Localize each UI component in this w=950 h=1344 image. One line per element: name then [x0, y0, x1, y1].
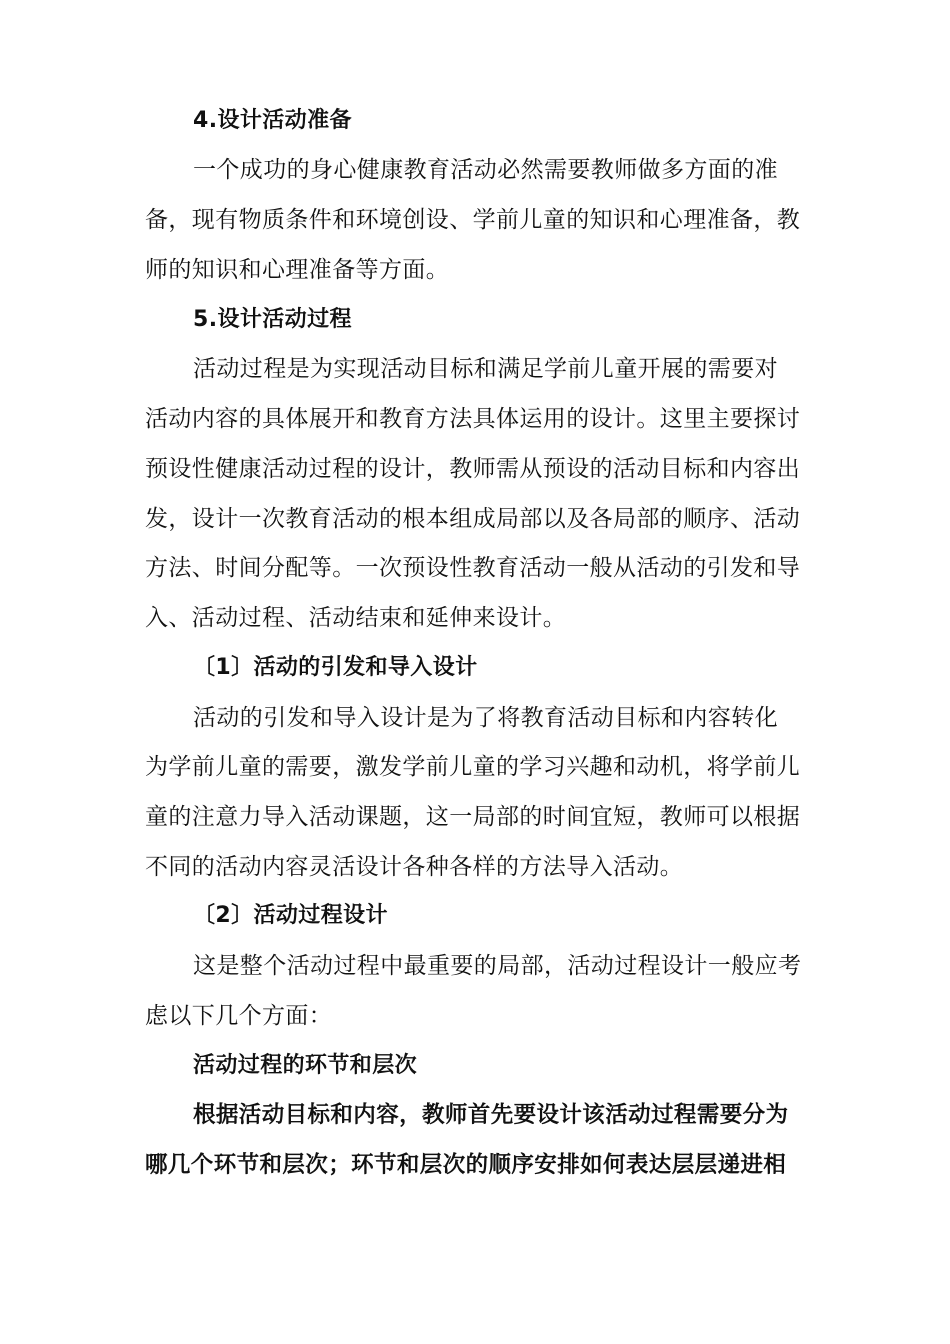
- paragraph-line: 方法、时间分配等。一次预设性教育活动一般从活动的引发和导: [145, 555, 801, 581]
- subsection-heading-2: 〔2〕活动过程设计: [193, 903, 388, 928]
- paragraph-line: 备，现有物质条件和环境创设、学前儿童的知识和心理准备，教: [145, 207, 801, 233]
- bold-paragraph-line: 根据活动目标和内容，教师首先要设计该活动过程需要分为: [193, 1102, 789, 1128]
- bold-paragraph-line: 哪几个环节和层次；环节和层次的顺序安排如何表达层层递进相: [145, 1152, 787, 1178]
- paragraph-line: 活动内容的具体展开和教育方法具体运用的设计。这里主要探讨: [145, 406, 801, 432]
- paragraph-line: 发，设计一次教育活动的根本组成局部以及各局部的顺序、活动: [145, 506, 801, 532]
- paragraph-line: 不同的活动内容灵活设计各种各样的方法导入活动。: [145, 854, 684, 880]
- paragraph-line: 活动过程是为实现活动目标和满足学前儿童开展的需要对: [193, 356, 778, 382]
- paragraph-line: 童的注意力导入活动课题，这一局部的时间宜短，教师可以根据: [145, 804, 801, 830]
- section-heading-5: 5.设计活动过程: [193, 307, 352, 332]
- paragraph-line: 这是整个活动过程中最重要的局部，活动过程设计一般应考: [193, 953, 802, 979]
- paragraph-line: 一个成功的身心健康教育活动必然需要教师做多方面的准: [193, 157, 778, 183]
- subsection-heading-1: 〔1〕活动的引发和导入设计: [193, 655, 478, 680]
- paragraph-line: 为学前儿童的需要，激发学前儿童的学习兴趣和动机，将学前儿: [145, 754, 801, 780]
- paragraph-line: 预设性健康活动过程的设计，教师需从预设的活动目标和内容出: [145, 456, 801, 482]
- paragraph-line: 虑以下几个方面：: [145, 1003, 333, 1029]
- paragraph-line: 入、活动过程、活动结束和延伸来设计。: [145, 605, 567, 631]
- paragraph-line: 活动的引发和导入设计是为了将教育活动目标和内容转化: [193, 705, 778, 731]
- section-heading-4: 4.设计活动准备: [193, 108, 352, 133]
- topic-heading: 活动过程的环节和层次: [193, 1053, 418, 1078]
- paragraph-line: 师的知识和心理准备等方面。: [145, 257, 450, 283]
